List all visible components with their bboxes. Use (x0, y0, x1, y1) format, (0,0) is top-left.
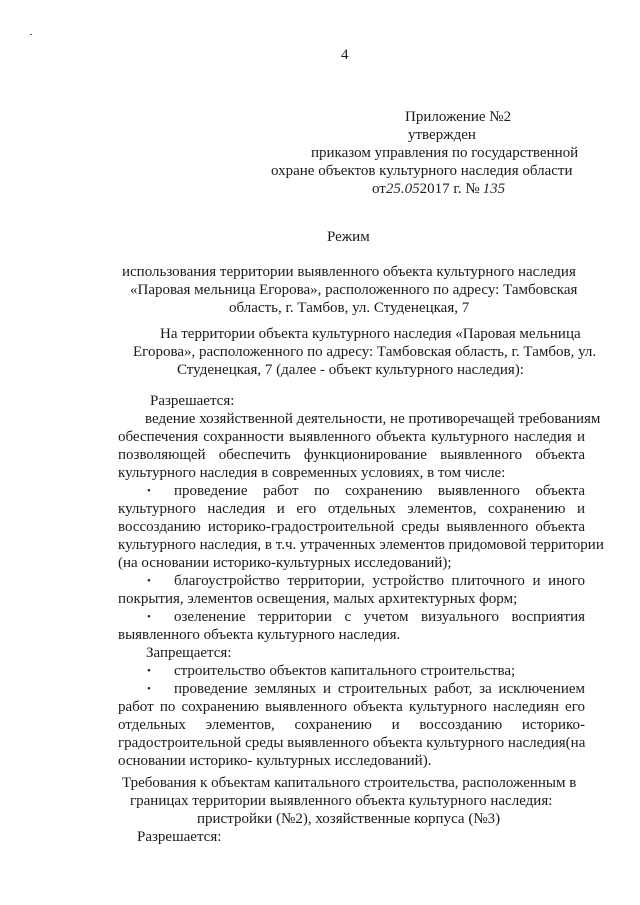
allowed-intro-line: ведение хозяйственной деятельности, не противоречащей требованиям (145, 411, 601, 427)
prohibited-item-line: отдельных элементов, сохранению и воссозданию историко- (118, 717, 585, 733)
allowed-intro-line: позволяющей обеспечить функционирование выявленного объекта (118, 447, 585, 463)
scan-speck (30, 34, 32, 35)
requirements-line-2: границах территории выявленного объекта культурного наследия: (130, 793, 553, 809)
date-suffix: 2017 г. № (419, 181, 480, 197)
allowed-item-line: покрытия, элементов освещения, малых архитектурных форм; (118, 591, 518, 607)
allowed-item-line: проведение работ по сохранению выявленного объекта (174, 483, 585, 499)
intro-line-2: Егорова», расположенного по адресу: Тамбовская область, г. Тамбов, ул. (133, 344, 597, 360)
subtitle-line-3: область, г. Тамбов, ул. Студенецкая, 7 (229, 300, 470, 316)
prohibited-item-line: градостроительной среды выявленного объекта культурного наследия(на (118, 735, 586, 751)
final-heading: Разрешается: (137, 829, 222, 845)
approval-line-2: утвержден (408, 127, 476, 143)
document-title: Режим (327, 229, 370, 245)
requirements-line-3: пристройки (№2), хозяйственные корпуса (№3) (197, 811, 501, 827)
subtitle-line-1: использования территории выявленного объекта культурного наследия (122, 264, 576, 280)
handwritten-date: 25.05 (385, 181, 420, 197)
approval-line-1: Приложение №2 (405, 109, 512, 125)
allowed-item-line: воссозданию историко-градостроительной среды выявленного объекта (118, 519, 585, 535)
prohibited-item-line: работ по сохранению выявленного объекта культурного наследиян его (118, 699, 585, 715)
intro-line-1: На территории объекта культурного наследия «Паровая мельница (160, 326, 581, 342)
allowed-item-line: культурного наследия, в т.ч. утраченных элементов придомовой территории (118, 537, 604, 553)
approval-date-line (372, 180, 505, 198)
allowed-item-line: озеленение территории с учетом визуального восприятия (174, 609, 585, 625)
intro-line-3: Студенецкая, 7 (далее - объект культурного наследия): (177, 362, 524, 378)
bullet-icon: • (147, 611, 151, 623)
allowed-heading: Разрешается: (150, 393, 235, 409)
prohibited-item-line: строительство объектов капитального строительства; (174, 663, 516, 679)
page-number: 4 (341, 47, 349, 63)
date-prefix: от (372, 181, 386, 197)
approval-line-4: охране объектов культурного наследия области (271, 163, 573, 179)
subtitle-line-2: «Паровая мельница Егорова», расположенного по адресу: Тамбовская (130, 282, 578, 298)
approval-line-3: приказом управления по государственной (311, 145, 579, 161)
allowed-intro-line: обеспечения сохранности выявленного объекта культурного наследия и (118, 429, 585, 445)
handwritten-number: 135 (482, 181, 506, 197)
bullet-icon: • (147, 683, 151, 695)
allowed-item-line: (на основании историко-культурных исследований); (118, 555, 452, 571)
bullet-icon: • (147, 485, 151, 497)
prohibited-item-line: основании историко- культурных исследований). (118, 753, 432, 769)
bullet-icon: • (147, 575, 151, 587)
prohibited-item-line: проведение земляных и строительных работ, за исключением (174, 681, 585, 697)
allowed-item-line: культурного наследия и его отдельных элементов, сохранению и (118, 501, 585, 517)
bullet-icon: • (147, 665, 151, 677)
allowed-item-line: выявленного объекта культурного наследия. (118, 627, 401, 643)
allowed-item-line: благоустройство территории, устройство плиточного и иного (174, 573, 585, 589)
allowed-intro-line: культурного наследия в современных условиях, в том числе: (118, 465, 506, 481)
requirements-line-1: Требования к объектам капитального строительства, расположенным в (122, 775, 577, 791)
prohibited-heading: Запрещается: (146, 645, 232, 661)
